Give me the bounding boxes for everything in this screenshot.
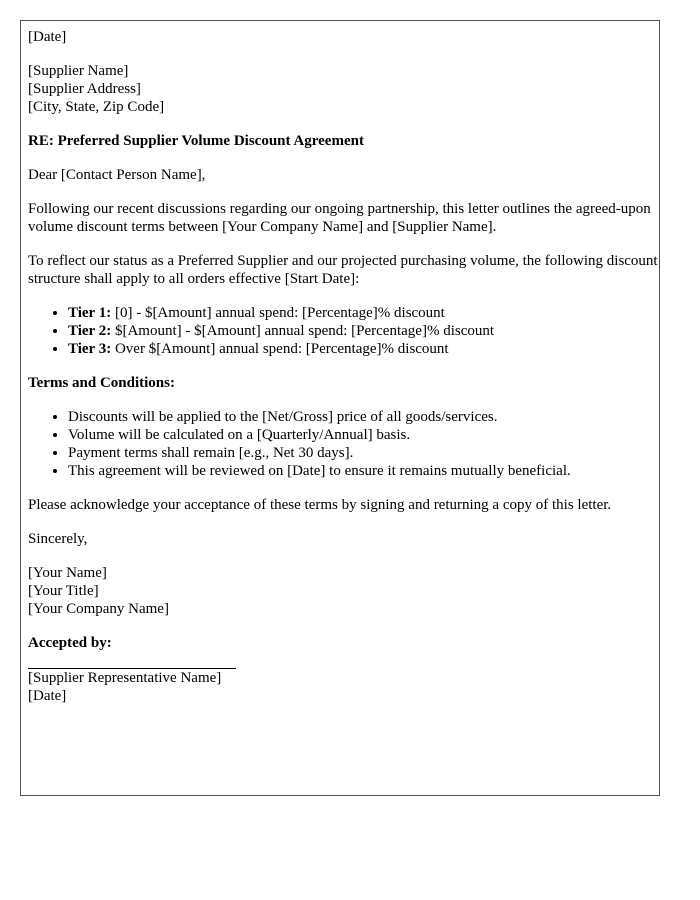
tier-list — [28, 304, 678, 358]
supplier-address-block — [28, 62, 678, 116]
terms-list — [28, 408, 678, 480]
subject-line: RE: Preferred Supplier Volume Discount Agreement — [28, 133, 364, 149]
letter-date: [Date] — [28, 29, 67, 45]
sender-company: [Your Company Name] — [28, 601, 169, 617]
letter-body — [28, 28, 678, 705]
discount-paragraph: To reflect our status as a Preferred Supplier and our projected purchasing volume, the following discount structure shall apply to all orders effective [Start Date]: — [28, 253, 658, 287]
tier-label: Tier 3: — [68, 341, 112, 357]
supplier-address: [Supplier Address] — [28, 81, 141, 97]
accepted-heading: Accepted by: — [28, 635, 112, 651]
tier-item — [68, 304, 678, 322]
terms-heading: Terms and Conditions: — [28, 375, 175, 391]
terms-item: • Payment terms shall remain [e.g., Net 30 days]. — [68, 444, 678, 462]
sender-title: [Your Title] — [28, 583, 99, 599]
tier-text: [0] - $[Amount] annual spend: [Percentage]% discount — [111, 305, 445, 321]
tier-item — [68, 340, 678, 358]
sender-name: [Your Name] — [28, 565, 107, 581]
sender-block — [28, 564, 678, 618]
intro-paragraph: Following our recent discussions regarding our ongoing partnership, this letter outlines the agreed-upon volume discount terms between [Your Company Name] and [Supplier Name]. — [28, 201, 651, 235]
salutation: Dear [Contact Person Name], — [28, 167, 206, 183]
closing: Sincerely, — [28, 531, 88, 547]
terms-item: • This agreement will be reviewed on [Date] to ensure it remains mutually beneficial. — [68, 462, 678, 480]
supplier-representative: [Supplier Representative Name] — [28, 670, 222, 686]
terms-item: • Discounts will be applied to the [Net/Gross] price of all goods/services. — [68, 408, 678, 426]
tier-label: Tier 2: — [68, 323, 112, 339]
supplier-city: [City, State, Zip Code] — [28, 99, 165, 115]
terms-item: • Volume will be calculated on a [Quarterly/Annual] basis. — [68, 426, 678, 444]
supplier-name: [Supplier Name] — [28, 63, 129, 79]
tier-label: Tier 1: — [68, 305, 112, 321]
tier-text: $[Amount] - $[Amount] annual spend: [Percentage]% discount — [111, 323, 495, 339]
tier-text: Over $[Amount] annual spend: [Percentage]% discount — [111, 341, 449, 357]
tier-item — [68, 322, 678, 340]
acknowledge-paragraph: Please acknowledge your acceptance of these terms by signing and returning a copy of this letter. — [28, 497, 612, 513]
supplier-signature-block — [28, 668, 678, 705]
accept-date: [Date] — [28, 688, 67, 704]
